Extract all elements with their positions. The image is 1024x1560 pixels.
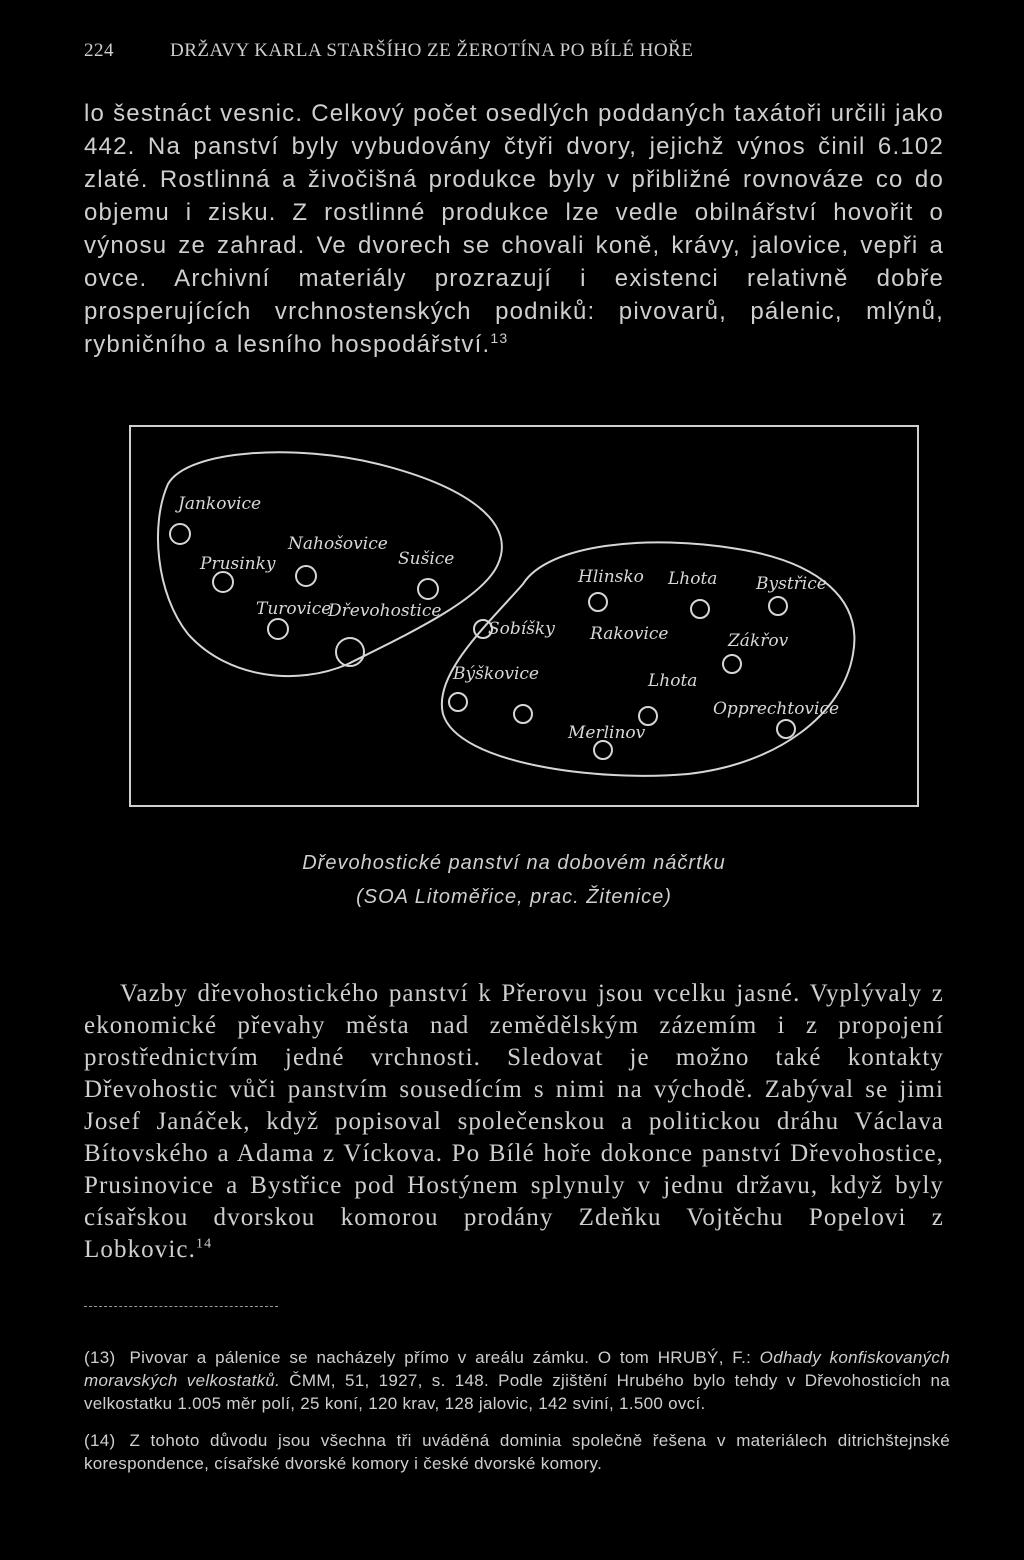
running-title: DRŽAVY KARLA STARŠÍHO ZE ŽEROTÍNA PO BÍLÉ HOŘE xyxy=(170,40,694,61)
village-circle xyxy=(296,566,316,586)
village-circle xyxy=(449,693,467,711)
figure-frame xyxy=(130,426,918,806)
footnote-number: (14) xyxy=(84,1431,116,1450)
running-header xyxy=(84,40,964,62)
map-label-bystrice: Bystřice xyxy=(756,574,827,594)
village-circle xyxy=(594,741,612,759)
map-label-hlinsko: Hlinsko xyxy=(578,567,644,587)
paragraph-2 xyxy=(84,978,944,1266)
map-label-sobisky: Sobíšky xyxy=(488,619,555,639)
footnote-ref-14: 14 xyxy=(195,1236,213,1252)
map-label-rakovice: Rakovice xyxy=(590,624,669,644)
paragraph-1-text: lo šestnáct vesnic. Celkový počet osedlých poddaných taxátoři určili jako 442. Na panství byly vybudovány čtyři dvory, jejichž výnos činil 6.102 zlaté. Rostlinná a živočišná produkce byly v přibližné rovnováze co do objemu i zisku. Z rostlinné produkce lze vedle obilnářství hovořit o výnosu ze zahrad. Ve dvorech se chovali koně, krávy, jalovice, vepři a ovce. Archivní materiály prozrazují i existenci relativně dobře prosperujících vrchnostenských podniků: pivovarů, pálenic, mlýnů, rybničního a lesního hospodářství. xyxy=(84,100,944,358)
village-circle xyxy=(769,597,787,615)
village-circle xyxy=(268,619,288,639)
village-circle xyxy=(691,600,709,618)
map-label-susice: Sušice xyxy=(398,549,455,569)
paragraph-1 xyxy=(84,97,944,361)
footnote-text: Z tohoto důvodu jsou všechna tři uváděná dominia společně řešena v materiálech ditrichštejnské korespondence, císařské dvorské komory i české dvorské komory. xyxy=(84,1431,950,1473)
figure-caption xyxy=(84,846,944,914)
footnote-author: HRUBÝ, F.: xyxy=(657,1348,752,1367)
map-label-byskovice: Býškovice xyxy=(453,664,539,684)
caption-line-1: Dřevohostické panství na dobovém náčrtku xyxy=(302,852,726,874)
footnote-ref-13: 13 xyxy=(490,330,509,346)
footnote-14 xyxy=(84,1429,950,1475)
village-circle xyxy=(336,638,364,666)
map-label-lhota: Lhota xyxy=(668,569,718,589)
village-circle xyxy=(589,593,607,611)
map-label-zakrov: Zákřov xyxy=(728,631,789,651)
footnote-divider xyxy=(84,1306,278,1307)
map-label-opprechtovice: Opprechtovice xyxy=(713,699,840,719)
footnotes xyxy=(84,1346,950,1489)
footnote-text-cont: ČMM, 51, 1927, s. 148. Podle zjištění Hrubého bylo tehdy v Dřevohosticích na velkostatku 1.005 měr polí, 25 koní, 120 krav, 128 jalovic, 142 sviní, 1.500 ovcí. xyxy=(84,1371,951,1413)
village-circle xyxy=(777,720,795,738)
map-label-jankovice: Jankovice xyxy=(178,494,262,514)
map-label-prusinky: Prusinky xyxy=(200,554,276,574)
map-label-merlinov: Merlinov xyxy=(568,723,646,743)
map-label-nahosovice: Nahošovice xyxy=(288,534,388,554)
village-circle xyxy=(418,579,438,599)
map-label-drevohostice: Dřevohostice xyxy=(328,601,442,621)
footnote-number: (13) xyxy=(84,1348,116,1367)
map-label-turovice: Turovice xyxy=(256,599,332,619)
caption-line-2: (SOA Litoměřice, prac. Žitenice) xyxy=(356,886,672,908)
village-circle xyxy=(213,572,233,592)
footnote-13 xyxy=(84,1346,950,1415)
map-label-lhota-2: Lhota xyxy=(648,671,698,691)
footnote-title: Odhady konfiskovaných moravských velkostatků. xyxy=(84,1348,950,1390)
village-circle xyxy=(170,524,190,544)
map-sketch xyxy=(128,424,920,808)
footnote-text: Pivovar a pálenice se nacházely přímo v areálu zámku. O tom xyxy=(129,1348,658,1367)
village-circle xyxy=(723,655,741,673)
page-number: 224 xyxy=(84,40,114,61)
paragraph-2-text: Vazby dřevohostického panství k Přerovu jsou vcelku jasné. Vyplývaly z ekonomické převahy města nad zemědělským zázemím i z propojení prostřednictvím jedné vrchnosti. Sledovat je možno také kontakty Dřevohostic vůči panstvím sousedícím s nimi na východě. Zabýval se jimi Josef Janáček, když popisoval společenskou a politickou dráhu Václava Bítovského a Adama z Víckova. Po Bílé hoře dokonce panství Dřevohostice, Prusinovice a Bystřice pod Hostýnem splynuly v jednu državu, když byly císařskou dvorskou komorou prodány Zdeňku Vojtěchu Popelovi z Lobkovic. xyxy=(84,980,944,1263)
village-circle xyxy=(514,705,532,723)
map-sketch-figure xyxy=(128,424,920,808)
